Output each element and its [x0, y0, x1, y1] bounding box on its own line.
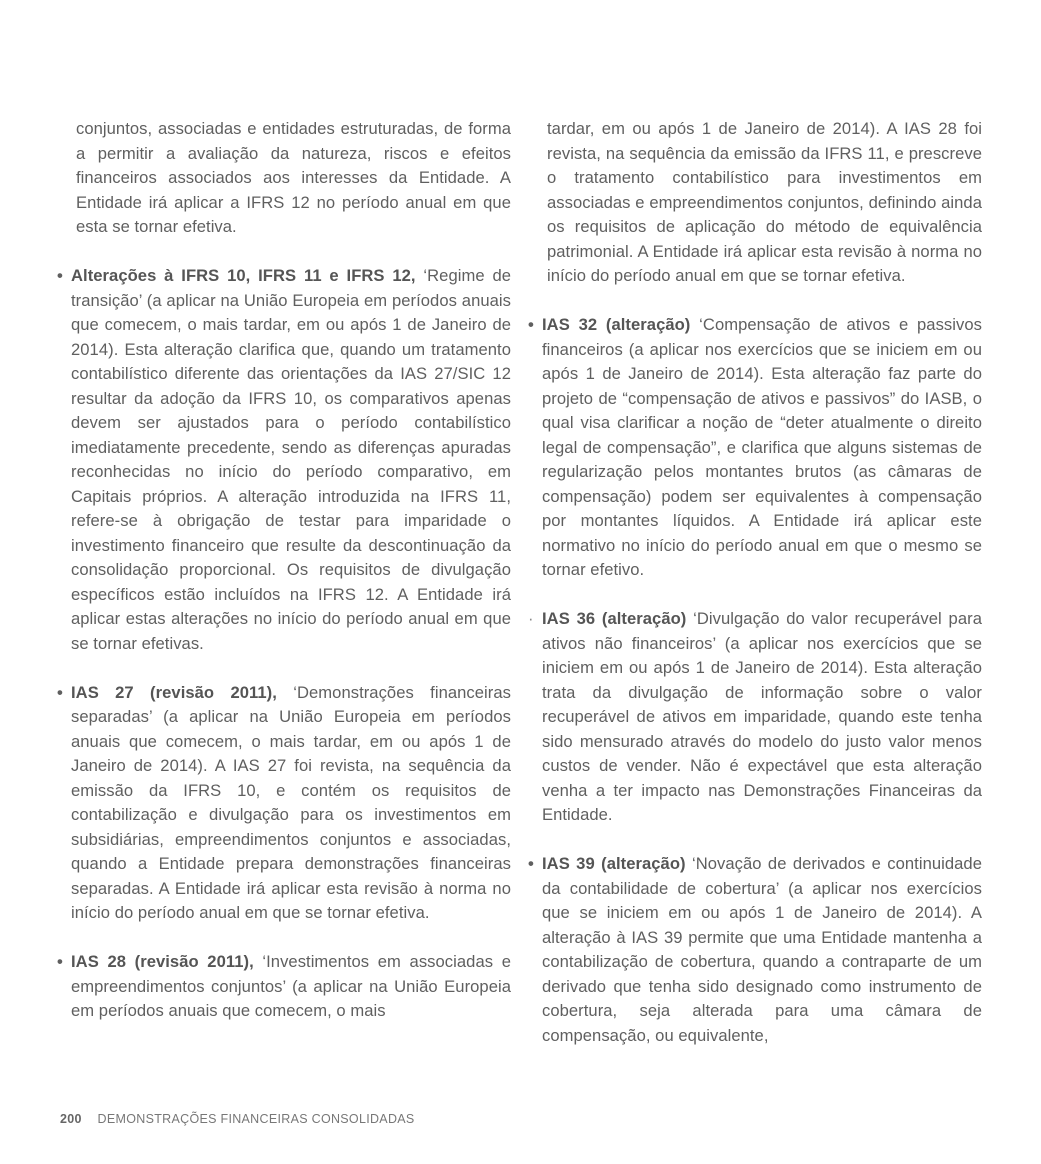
bullet-icon: • [57, 952, 63, 971]
left-column [57, 117, 511, 1048]
item-heading: IAS 32 (alteração) [542, 315, 691, 334]
list-item-ias36 [528, 607, 982, 828]
page-number: 200 [60, 1112, 82, 1126]
bullet-icon: • [57, 266, 63, 285]
item-heading: IAS 36 (alteração) [542, 609, 687, 628]
bullet-icon: • [528, 854, 534, 873]
item-text: ‘Demonstrações financeiras separadas’ (a aplicar na União Europeia em períodos anuais que comecem, o mais tardar, em ou após 1 de Janeiro de 2014). A IAS 27 foi revista, na sequência da emissão da IFRS 10, e contém os requisitos de contabilização e divulgação para os investimentos em subsidiárias, empreendimentos conjuntos e associadas, quando a Entidade prepara demonstrações financeiras separadas. A Entidade irá aplicar esta revisão à norma no início do período anual em que se tornar efetiva. [71, 682, 511, 922]
bullet-icon: • [528, 315, 534, 334]
bullet-icon: · [528, 609, 534, 628]
footer-section-title: DEMONSTRAÇÕES FINANCEIRAS CONSOLIDADAS [97, 1112, 415, 1126]
right-intro-paragraph: tardar, em ou após 1 de Janeiro de 2014). A IAS 28 foi revista, na sequência da emissão da IFRS 11, e prescreve o tratamento contabilístico para investimentos em associadas e empreendimentos conjuntos, definindo ainda os requisitos de aplicação do método de equivalência patrimonial. A Entidade irá aplicar esta revisão à norma no início do período anual em que se tornar efetiva. [547, 119, 982, 285]
bullet-icon: • [57, 682, 63, 702]
list-item-ifrs10-11-12 [57, 264, 511, 656]
item-text: ‘Divulgação do valor recuperável para ativos não financeiros’ (a aplicar nos exercícios que se iniciem em ou após 1 de Janeiro de 2014). Esta alteração trata da divulgação de informação sobre o valor recuperável de ativos em imparidade, quando este tenha sido mensurado através do modelo do justo valor menos custos de vender. Não é expectável que esta alteração venha a ter impacto nas Demonstrações Financeiras da Entidade. [542, 609, 982, 824]
item-text: ‘Investimentos em associadas e empreendimentos conjuntos’ (a aplicar na União Europeia em períodos anuais que comecem, o mais [71, 952, 511, 1020]
list-item-ias39 [528, 852, 982, 1048]
item-heading: IAS 39 (alteração) [542, 854, 686, 873]
list-item-ias32 [528, 313, 982, 583]
item-heading: IAS 28 (revisão 2011), [71, 952, 254, 971]
item-text: ‘Regime de transição’ (a aplicar na União Europeia em períodos anuais que comecem, o mais tardar, em ou após 1 de Janeiro de 2014). Esta alteração clarifica que, quando um tratamento contabilístico diferente das orientações da IAS 27/SIC 12 resultar da adoção da IFRS 10, os comparativos apenas devem ser ajustados para o período contabilístico imediatamente precedente, sendo as diferenças apuradas reconhecidas no início do período comparativo, em Capitais próprios. A alteração introduzida na IFRS 11, refere-se à obrigação de testar para imparidade o investimento financeiro que resulte da descontinuação da consolidação proporcional. Os requisitos de divulgação específicos estão incluídos na IFRS 12. A Entidade irá aplicar estas alterações no início do período anual em que se tornar efetivas. [71, 266, 512, 653]
right-column [528, 117, 982, 1073]
item-heading: IAS 27 (revisão 2011), [71, 682, 277, 702]
list-item-ias28 [57, 950, 511, 1024]
list-item-ias27 [57, 681, 511, 926]
item-heading: Alterações à IFRS 10, IFRS 11 e IFRS 12, [71, 266, 416, 285]
item-text: ‘Compensação de ativos e passivos financeiros (a aplicar nos exercícios que se iniciem em ou após 1 de Janeiro de 2014). Esta alteração faz parte do projeto de “compensação de ativos e passivos” do IASB, o qual visa clarificar a noção de “deter atualmente o direito legal de compensação”, e clarifica que alguns sistemas de regularização pelos montantes brutos (as câmaras de compensação) podem ser equivalentes à compensação por montantes líquidos. A Entidade irá aplicar este normativo no início do período anual em que o mesmo se tornar efetivo. [542, 315, 982, 579]
item-text: ‘Novação de derivados e continuidade da contabilidade de cobertura’ (a aplicar nos exercícios que se iniciem em ou após 1 de Janeiro de 2014). A alteração à IAS 39 permite que uma Entidade mantenha a contabilização de cobertura, quando a contraparte de um derivado que tenha sido designado como instrumento de cobertura, seja alterada para uma câmara de compensação, ou equivalente, [542, 854, 982, 1045]
left-intro-paragraph: conjuntos, associadas e entidades estruturadas, de forma a permitir a avaliação da natureza, riscos e efeitos financeiros associados aos interesses da Entidade. A Entidade irá aplicar a IFRS 12 no período anual em que esta se tornar efetiva. [76, 119, 511, 236]
page-footer [60, 1112, 415, 1126]
